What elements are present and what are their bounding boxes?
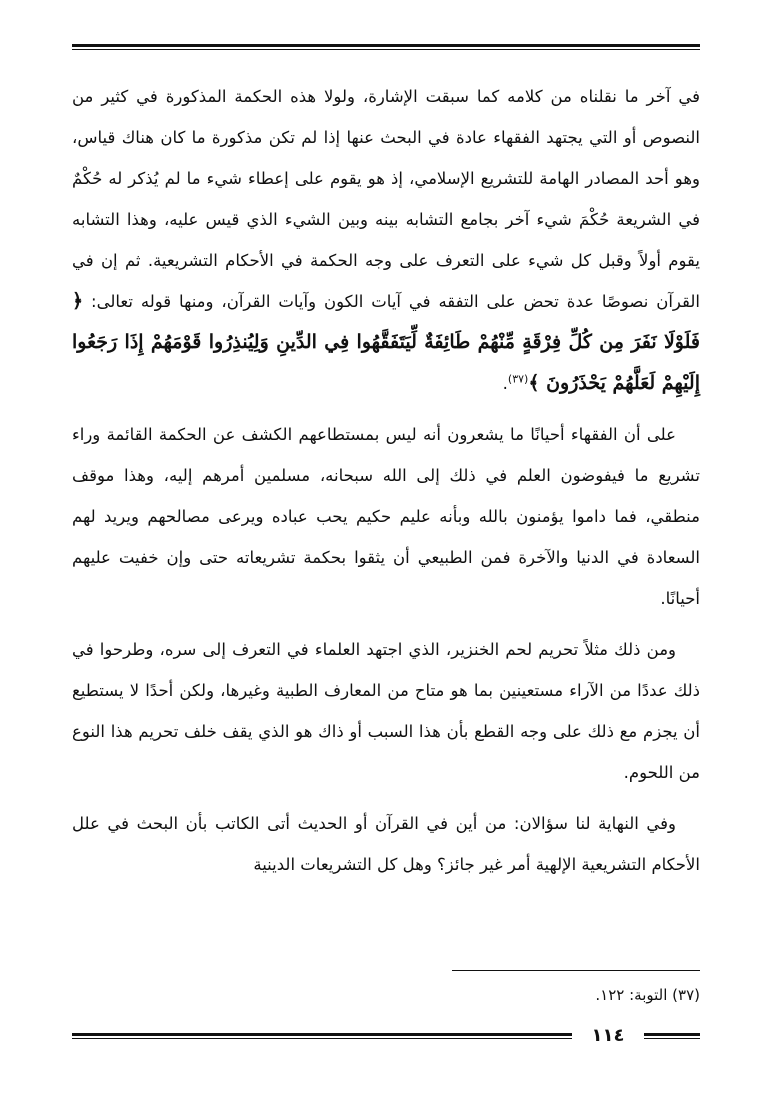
footer-rule-left — [72, 1033, 572, 1039]
footnote-rule — [452, 970, 700, 971]
page-body — [72, 76, 700, 885]
paragraph-1 — [72, 76, 700, 404]
page-number: ١١٤ — [591, 1025, 625, 1046]
paragraph-4: وفي النهاية لنا سؤالان: من أين في القرآن أو الحديث أتى الكاتب بأن البحث في علل الأحكام التشريعية الإلهية أمر غير جائز؟ وهل كل التشريعات الدينية — [72, 814, 700, 874]
footnote: (٣٧) التوبة: ١٢٢. — [595, 986, 700, 1004]
top-rule — [72, 44, 700, 50]
footnote-reference: (٣٧) — [507, 372, 529, 386]
paragraph-1-text: في آخر ما نقلناه من كلامه كما سبقت الإشارة، ولولا هذه الحكمة المذكورة في كثير من النصوص أو التي يجتهد الفقهاء عادة في البحث عنها إذا لم تكن مذكورة ما كان هناك قياس، وهو أحد المصادر الهامة للتشريع الإسلامي، إذ هو يقوم على إعطاء شيء ما لم يُذكر له حُكْمٌ في الشريعة حُكْمَ شيء آخر بجامع التشابه بينه وبين الشيء الذي قيس عليه، وهذا التشابه يقوم أولاً وقبل كل شيء على التعرف على وجه الحكمة في الأحكام التشريعية. ثم إن في القرآن نصوصًا عدة تحض على التفقه في آيات الكون وآيات القرآن، ومنها قوله تعالى: — [72, 87, 700, 311]
footer-rule-right — [644, 1033, 700, 1039]
page-footer — [72, 1024, 700, 1048]
quran-verse: ﴿ فَلَوْلَا نَفَرَ مِن كُلِّ فِرْقَةٍ مِّنْهُمْ طَائِفَةٌ لِّيَتَفَقَّهُوا فِي الدِّينِ وَلِيُنذِرُوا قَوْمَهُمْ إِذَا رَجَعُوا إِلَيْهِمْ لَعَلَّهُمْ يَحْذَرُونَ ﴾ — [72, 290, 700, 394]
verse-end-punctuation: . — [502, 374, 508, 393]
paragraph-3: ومن ذلك مثلاً تحريم لحم الخنزير، الذي اجتهد العلماء في التعرف إلى سره، وطرحوا في ذلك عددًا من الآراء مستعينين بما هو متاح من المعارف الطبية وغيرها، ولكن أحدًا لا يستطيع أن يجزم مع ذلك على وجه القطع بأن هذا السبب أو ذاك هو الذي يقف خلف تحريم هذا النوع من اللحوم. — [72, 640, 700, 782]
paragraph-2: على أن الفقهاء أحيانًا ما يشعرون أنه ليس بمستطاعهم الكشف عن الحكمة القائمة وراء تشريع ما فيفوضون العلم في ذلك إلى الله سبحانه، مسلمين أمرهم إليه، وهذا موقف منطقي، فما داموا يؤمنون بالله وبأنه عليم حكيم يحب عباده ويرعى مصالحهم ويريد لهم السعادة في الدنيا والآخرة فمن الطبيعي أن يثقوا بحكمة تشريعاته حتى وإن خفيت عليهم أحيانًا. — [72, 425, 700, 608]
